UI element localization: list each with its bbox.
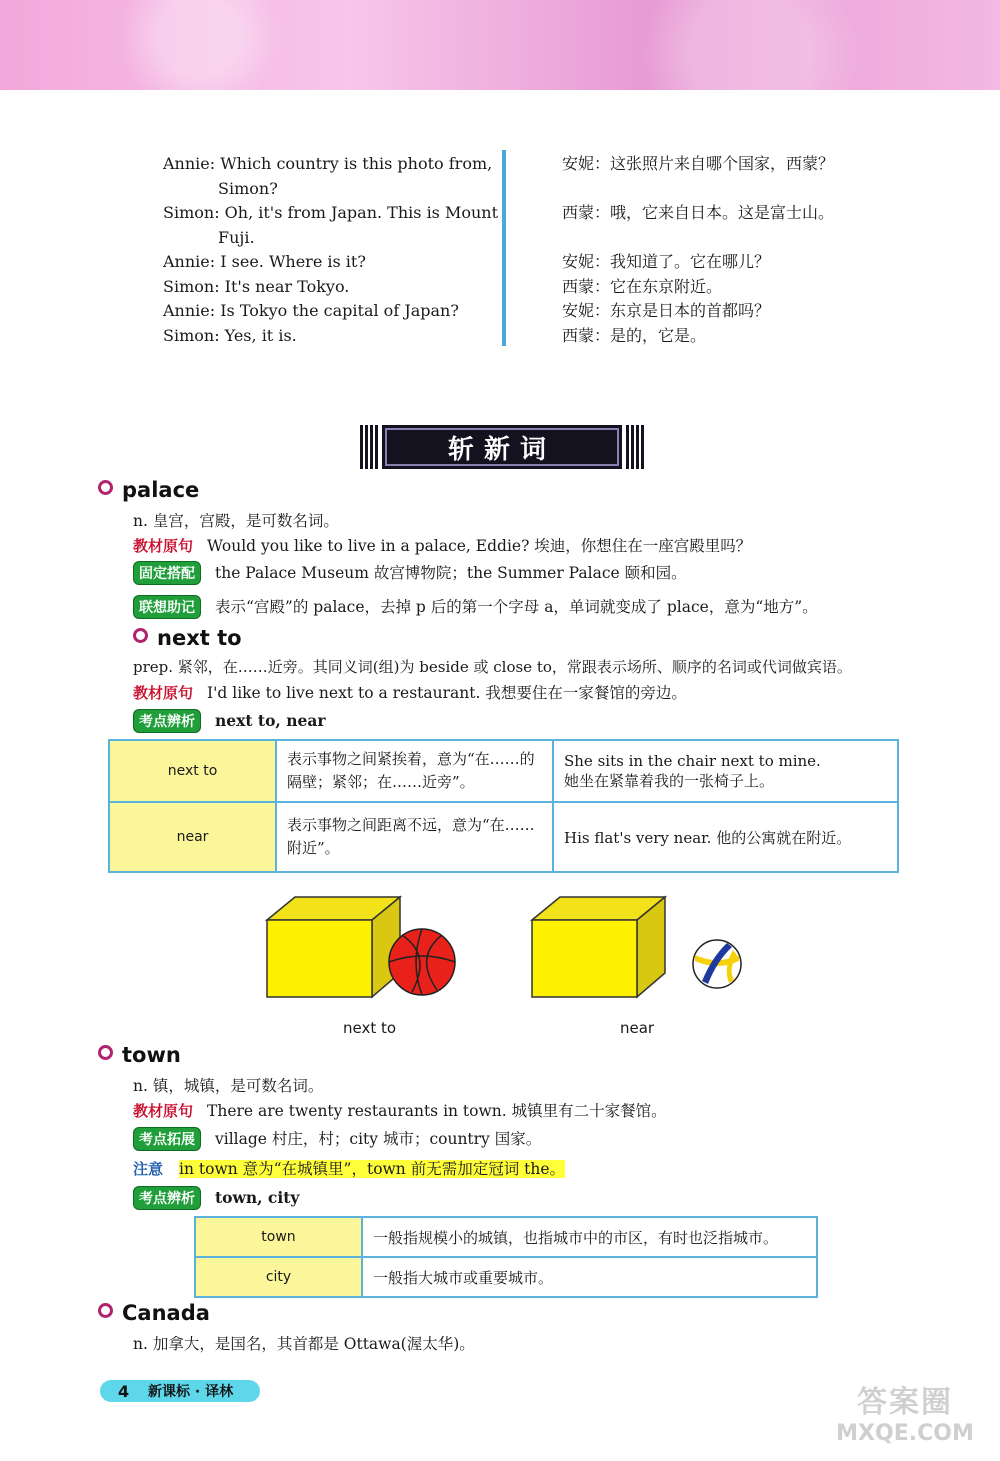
table-row	[109, 802, 898, 872]
dialogue-line: Simon: It's near Tokyo.	[163, 276, 350, 296]
bullet-icon	[133, 628, 148, 643]
dialogue-translation: 安妮：这张照片来自哪个国家，西蒙？	[562, 154, 835, 173]
table-example-cell: She sits in the chair next to mine. 她坐在紧靠着我的一张椅子上。	[553, 740, 898, 802]
table-key-cell: town	[195, 1217, 362, 1257]
series-name: 新课标 · 译林	[148, 1384, 234, 1400]
town-definition: n. 镇，城镇，是可数名词。	[133, 1077, 324, 1095]
entry-canada-heading: Canada	[98, 1301, 210, 1325]
next-to-compare: 考点辨析 next to, near	[133, 709, 326, 733]
watermark: 答案圈 MXQE.COM	[836, 1385, 974, 1446]
bullet-icon	[98, 1045, 113, 1060]
table-key-cell: next to	[109, 740, 276, 802]
dialogue-translation: 西蒙：是的，它是。	[562, 325, 707, 345]
tag-extension: 考点拓展	[133, 1127, 201, 1151]
tag-note: 注意	[133, 1160, 164, 1178]
dialogue-line: Simon: Yes, it is.	[163, 325, 297, 345]
box-near-volleyball-illustration	[527, 895, 747, 1005]
tag-textbook-sentence: 教材原句	[133, 1102, 194, 1120]
dialogue-translation: 安妮：我知道了。它在哪儿？	[562, 252, 771, 271]
table-desc-cell: 一般指大城市或重要城市。	[362, 1257, 817, 1297]
header-decoration-band	[0, 0, 1000, 90]
tag-textbook-sentence: 教材原句	[133, 684, 194, 702]
next-to-near-table	[108, 739, 899, 873]
table-desc-cell: 表示事物之间紧挨着，意为“在……的隔壁；紧邻；在……近旁”。	[276, 740, 553, 802]
bullet-icon	[98, 480, 113, 495]
table-desc-cell: 表示事物之间距离不远，意为“在……附近”。	[276, 802, 553, 872]
tag-memory-aid: 联想助记	[133, 595, 201, 619]
dialogue-line: Annie: Is Tokyo the capital of Japan?	[163, 301, 459, 320]
entry-palace-heading: palace	[98, 478, 199, 502]
palace-example: 教材原句 Would you like to live in a palace, Eddie? 埃迪，你想住在一座宫殿里吗？	[133, 537, 752, 555]
dialogue-line: Annie: I see. Where is it?	[163, 252, 366, 271]
dialogue-divider	[502, 150, 506, 346]
bullet-icon	[98, 1303, 113, 1318]
dialogue-translation: 西蒙：哦，它来自日本。这是富士山。	[562, 203, 835, 222]
dialogue-translation: 西蒙：它在东京附近。	[562, 276, 723, 296]
box-next-to-basketball-illustration	[262, 895, 462, 1005]
table-key-cell: city	[195, 1257, 362, 1297]
dialogue-line: Simon?	[218, 178, 278, 198]
town-note: 注意 in town 意为“在城镇里”，town 前无需加定冠词 the。	[133, 1160, 566, 1178]
tag-collocation: 固定搭配	[133, 561, 201, 585]
table-row	[109, 740, 898, 802]
table-row	[195, 1257, 817, 1297]
table-example-cell: His flat's very near. 他的公寓就在附近。	[553, 802, 898, 872]
illustration-caption: near	[620, 1019, 655, 1037]
illustration-caption: next to	[343, 1019, 397, 1037]
tag-textbook-sentence: 教材原句	[133, 537, 194, 555]
dialogue-line: Simon: Oh, it's from Japan. This is Mount	[163, 203, 499, 222]
dialogue-line: Annie: Which country is this photo from,	[163, 154, 493, 173]
palace-memory-aid: 联想助记 表示“宫殿”的 palace，去掉 p 后的第一个字母 a，单词就变成了 place，意为“地方”。	[133, 595, 818, 619]
town-example: 教材原句 There are twenty restaurants in town. 城镇里有二十家餐馆。	[133, 1102, 667, 1120]
table-key-cell: near	[109, 802, 276, 872]
entry-next-to-heading: next to	[133, 626, 242, 650]
palace-collocation: 固定搭配 the Palace Museum 故宫博物院；the Summer Palace 颐和园。	[133, 561, 687, 585]
next-to-definition: prep. 紧邻，在……近旁。其同义词(组)为 beside 或 close to，常跟表示场所、顺序的名词或代词做宾语。	[133, 658, 852, 676]
page-number: 4	[118, 1381, 130, 1401]
dialogue-translation: 安妮：东京是日本的首都吗？	[562, 301, 771, 320]
table-row	[195, 1217, 817, 1257]
tag-compare: 考点辨析	[133, 709, 201, 733]
dialogue-english	[163, 152, 499, 348]
entry-town-heading: town	[98, 1043, 181, 1067]
dialogue-chinese	[562, 152, 892, 348]
dialogue-line: Fuji.	[218, 227, 255, 247]
town-extension: 考点拓展 village 村庄，村；city 城市；country 国家。	[133, 1127, 541, 1151]
town-compare: 考点辨析 town, city	[133, 1186, 299, 1210]
table-desc-cell: 一般指规模小的城镇，也指城市中的市区，有时也泛指城市。	[362, 1217, 817, 1257]
section-title: 斩新词	[382, 425, 622, 469]
palace-definition: n. 皇宫，宫殿，是可数名词。	[133, 512, 339, 530]
town-city-table	[194, 1216, 818, 1298]
canada-definition: n. 加拿大，是国名，其首都是 Ottawa(渥太华)。	[133, 1335, 475, 1353]
page-footer	[100, 1380, 260, 1402]
next-to-example: 教材原句 I'd like to live next to a restaurant. 我想要住在一家餐馆的旁边。	[133, 684, 687, 702]
tag-compare: 考点辨析	[133, 1186, 201, 1210]
